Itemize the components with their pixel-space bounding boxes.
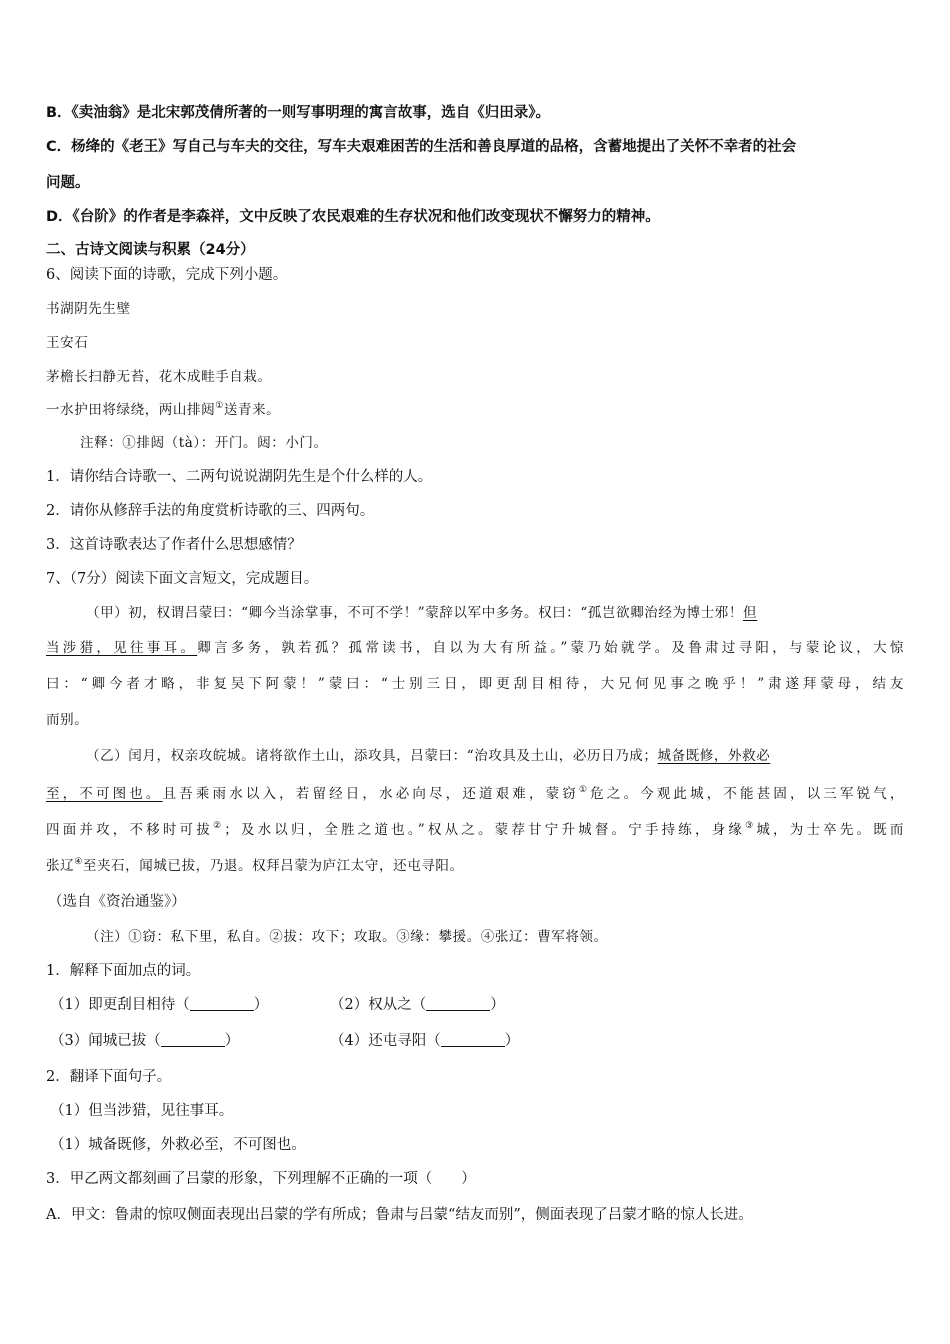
- answer-blank[interactable]: [441, 1032, 505, 1047]
- poem-note: 注释：①排闼（tà）：开门。闼：小门。: [80, 435, 328, 451]
- passage-jia-line1: （甲）初，权谓吕蒙曰：“卿今当涂掌事，不可不学！”蒙辞以军中多务。权曰：“孤岂欲卿治经为博士邪！但: [86, 605, 758, 621]
- source: （选自《资治通鉴》）: [48, 894, 186, 910]
- annotations: （注）①窃：私下里，私自。②拔：攻下；攻取。③缘：攀援。④张辽：曹军将领。: [86, 929, 608, 945]
- question-6-2: 2．请你从修辞手法的角度赏析诗歌的三、四两句。: [46, 503, 375, 519]
- poem-author: 王安石: [46, 335, 89, 351]
- translate-item-2: （1）城备既修，外救必至，不可图也。: [50, 1137, 306, 1153]
- passage-yi-line2: 至，不可图也。且吾乘雨水以入，若留经日，水必向尽，还道艰难，蒙窃①危之。今观此城，不能甚固，以三军锐气，: [46, 785, 905, 802]
- question-6: 6、阅读下面的诗歌，完成下列小题。: [46, 267, 288, 283]
- answer-blank[interactable]: [426, 996, 490, 1011]
- passage-jia-line3: 曰：“卿今者才略，非复吴下阿蒙！”蒙曰：“士别三日，即更刮目相待，大兄何见事之晚乎！”肃遂拜蒙母，结友: [46, 676, 904, 692]
- passage-yi-line1: （乙）闰月，权亲攻皖城。诸将欲作土山，添攻具，吕蒙曰：“治攻具及土山，必历日乃成；城备既修，外救必: [86, 748, 771, 764]
- passage-jia-line4: 而别。: [46, 712, 89, 728]
- translate-item-1: （1）但当涉猎，见往事耳。: [50, 1103, 234, 1119]
- option-a: A．甲文：鲁肃的惊叹侧面表现出吕蒙的学有所成；鲁肃与吕蒙“结友而别”，侧面表现了吕蒙才略的惊人长进。: [46, 1207, 753, 1223]
- question-7-1: 1．解释下面加点的词。: [46, 963, 201, 979]
- passage-yi-line4: 张辽④至夹石，闻城已拔，乃退。权拜吕蒙为庐江太守，还屯寻阳。: [46, 857, 464, 874]
- underlined-sentence: 但: [743, 605, 758, 621]
- option-c-line2: 问题。: [46, 175, 90, 191]
- option-b: B．《卖油翁》是北宋郭茂倩所著的一则写事明理的寓言故事，选自《归田录》。: [46, 105, 551, 121]
- poem-line-2: 一水护田将绿绕，两山排闼①送青来。: [46, 401, 281, 418]
- answer-blank[interactable]: [161, 1032, 225, 1047]
- word-item-1: （1）即更刮目相待（ ）: [50, 997, 269, 1013]
- poem-title: 书湖阴先生壁: [46, 301, 131, 317]
- underlined-sentence: 城备既修，外救必: [657, 748, 771, 764]
- question-7-3: 3．甲乙两文都刻画了吕蒙的形象，下列理解不正确的一项（ ）: [46, 1171, 476, 1187]
- option-c-line1: C．杨绛的《老王》写自己与车夫的交往，写车夫艰难困苦的生活和善良厚道的品格，含蓄地提出了关怀不幸者的社会: [46, 139, 797, 155]
- passage-jia-line2: 当涉猎，见往事耳。卿言多务，孰若孤？孤常读书，自以为大有所益。”蒙乃始就学。及鲁肃过寻阳，与蒙论议，大惊: [46, 640, 904, 656]
- poem-line-1: 茅檐长扫静无苔，花木成畦手自栽。: [46, 369, 272, 385]
- question-6-3: 3．这首诗歌表达了作者什么思想感情？: [46, 537, 302, 553]
- question-6-1: 1．请你结合诗歌一、二两句说说湖阴先生是个什么样的人。: [46, 469, 433, 485]
- passage-yi-line3: 四面并攻，不移时可拔②；及水以归，全胜之道也。”权从之。蒙荐甘宁升城督。宁手持练，身缘③城，为士卒先。既而: [46, 821, 905, 838]
- underlined-sentence: 当涉猎，见往事耳。: [46, 640, 198, 656]
- word-item-2: （2）权从之（ ）: [330, 997, 505, 1013]
- answer-blank[interactable]: [190, 996, 254, 1011]
- word-item-3: （3）闻城已拔（ ）: [50, 1033, 240, 1049]
- word-item-4: （4）还屯寻阳（ ）: [330, 1033, 520, 1049]
- question-7: 7、（7分）阅读下面文言短文，完成题目。: [46, 571, 319, 587]
- section-heading: 二、古诗文阅读与积累（24分）: [46, 242, 255, 258]
- question-7-2: 2．翻译下面句子。: [46, 1069, 172, 1085]
- option-d: D．《台阶》的作者是李森祥，文中反映了农民艰难的生存状况和他们改变现状不懈努力的精神。: [46, 209, 660, 225]
- underlined-sentence: 至，不可图也。: [46, 786, 163, 802]
